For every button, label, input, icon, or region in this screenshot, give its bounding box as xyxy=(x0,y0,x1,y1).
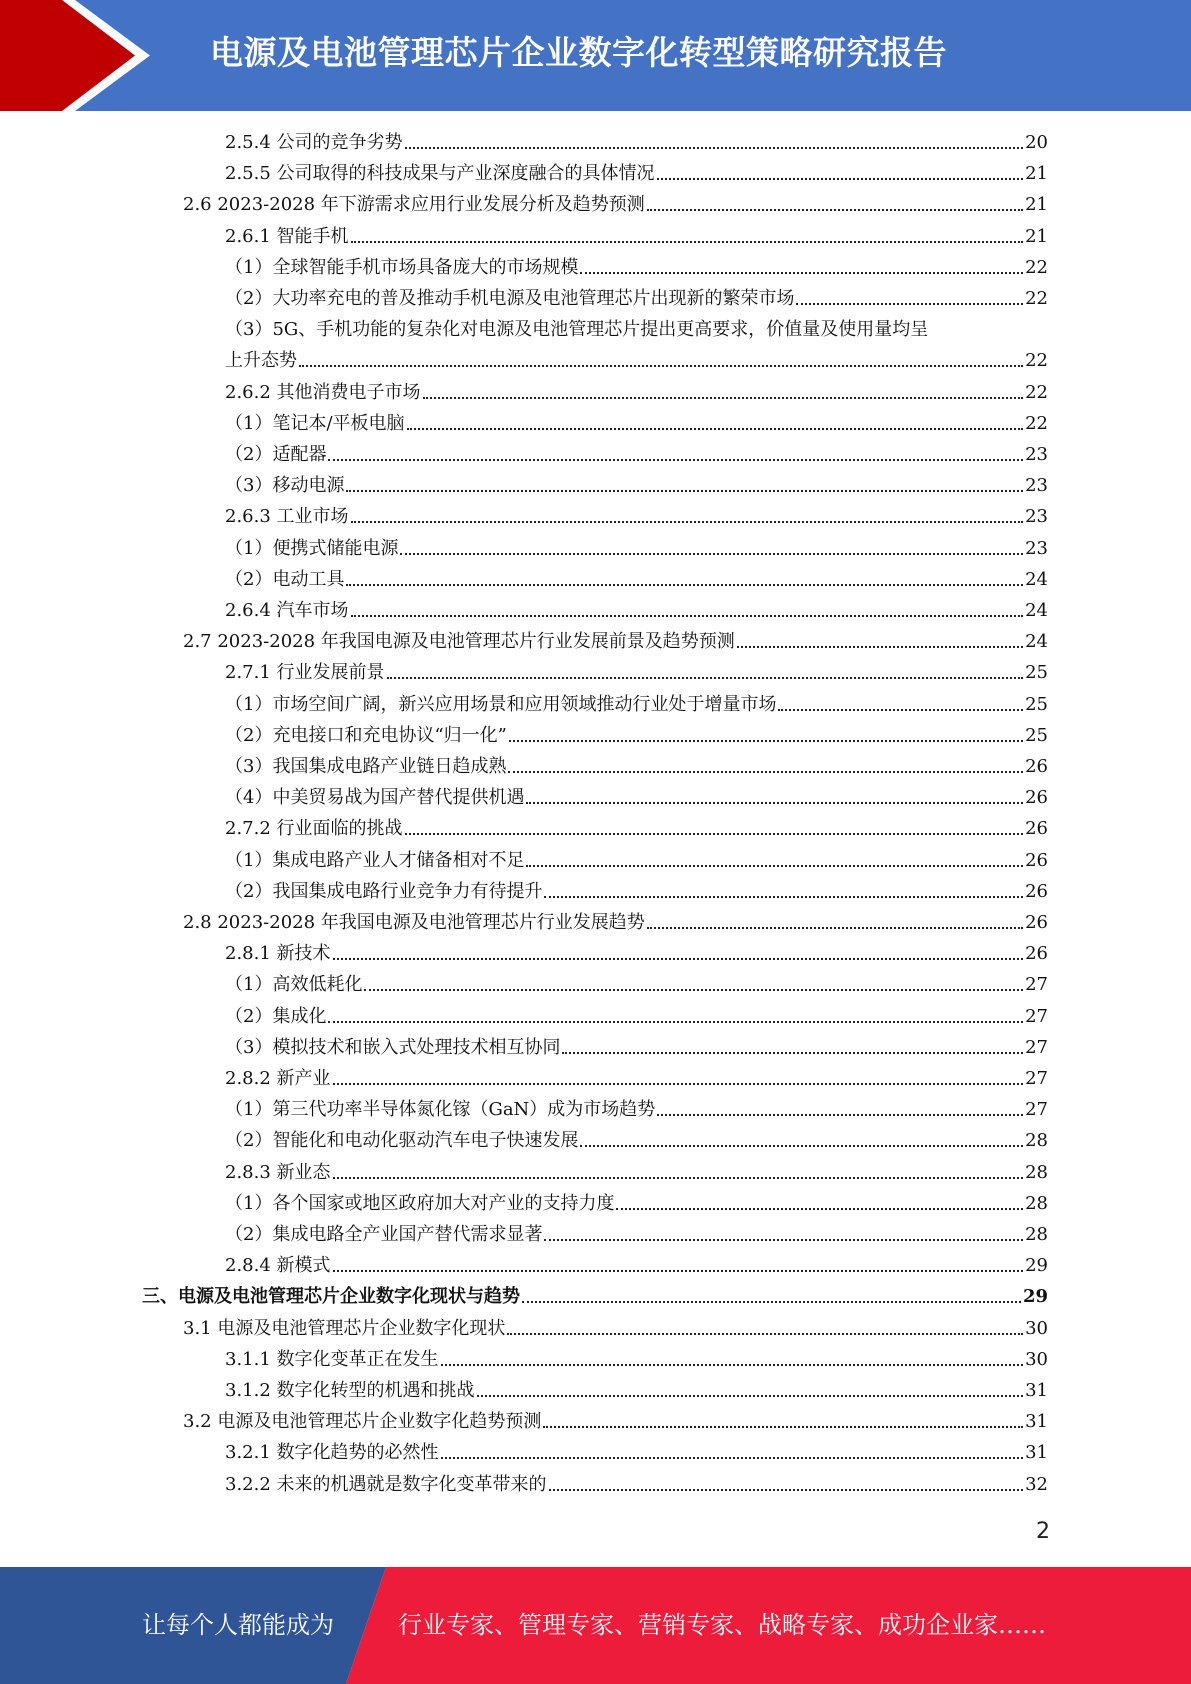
footer-slogan-right: 行业专家、管理专家、营销专家、战略专家、成功企业家…… xyxy=(398,1611,1046,1639)
toc-entry-page: 31 xyxy=(1025,1380,1048,1401)
toc-entry-page: 20 xyxy=(1025,132,1048,153)
toc-leader-dots xyxy=(544,896,1023,898)
toc-entry-label: 2.8.4 新模式 xyxy=(225,1255,331,1277)
toc-entry-page: 22 xyxy=(1025,381,1048,403)
toc-leader-dots xyxy=(526,865,1023,867)
toc-entry-page: 28 xyxy=(1025,1130,1048,1152)
toc-entry-page: 22 xyxy=(1025,412,1048,434)
toc-entry-label: （4）中美贸易战为国产替代提供机遇 xyxy=(225,787,525,809)
toc-entry[interactable] xyxy=(225,1344,1048,1375)
toc-leader-dots xyxy=(543,1426,1023,1428)
toc-entry-page: 26 xyxy=(1025,818,1048,840)
toc-entry-page: 31 xyxy=(1025,1442,1048,1464)
toc-entry[interactable] xyxy=(225,252,1048,283)
toc-leader-dots xyxy=(364,989,1023,991)
toc-entry[interactable] xyxy=(183,189,1048,220)
toc-entry[interactable] xyxy=(225,1094,1048,1125)
toc-entry-label: 2.7.2 行业面临的挑战 xyxy=(225,818,403,840)
toc-entry-label: 2.6.1 智能手机 xyxy=(225,225,349,247)
toc-leader-dots xyxy=(441,1457,1024,1459)
toc-leader-dots xyxy=(333,1270,1024,1272)
toc-leader-dots xyxy=(796,303,1023,305)
toc-entry-label: （1）笔记本/平板电脑 xyxy=(225,412,405,434)
toc-leader-dots xyxy=(333,1177,1024,1179)
toc-entry-label: （3）移动电源 xyxy=(225,475,345,497)
toc-entry[interactable] xyxy=(225,813,1048,844)
toc-leader-dots xyxy=(333,958,1024,960)
toc-leader-dots xyxy=(508,771,1023,773)
toc-entry-page: 27 xyxy=(1025,1099,1048,1121)
toc-entry[interactable] xyxy=(183,1313,1048,1344)
toc-leader-dots xyxy=(526,802,1023,804)
toc-entry-label: （2）充电接口和充电协议“归一化” xyxy=(225,724,507,746)
toc-entry[interactable] xyxy=(225,283,1048,314)
toc-entry[interactable] xyxy=(225,408,1048,439)
toc-entry-page: 29 xyxy=(1022,1286,1048,1308)
toc-entry-page: 23 xyxy=(1025,506,1048,528)
toc-leader-dots xyxy=(657,178,1024,180)
toc-entry[interactable] xyxy=(225,470,1048,501)
toc-entry-label: 2.6.2 其他消费电子市场 xyxy=(225,381,421,403)
toc-entry-page: 21 xyxy=(1025,163,1048,185)
toc-entry-label: 2.8.2 新产业 xyxy=(225,1068,331,1089)
toc-entry-page: 25 xyxy=(1025,662,1048,684)
toc-leader-dots xyxy=(616,1208,1023,1210)
toc-entry-page: 27 xyxy=(1025,1005,1048,1027)
toc-entry-page: 32 xyxy=(1025,1473,1048,1495)
toc-entry[interactable] xyxy=(225,564,1048,595)
toc-entry-page: 21 xyxy=(1025,225,1048,247)
toc-leader-dots xyxy=(299,365,1023,367)
toc-entry-label: 2.8.3 新业态 xyxy=(225,1161,331,1183)
toc-leader-dots xyxy=(387,677,1024,679)
toc-entry-page: 28 xyxy=(1025,1161,1048,1183)
toc-leader-dots xyxy=(400,553,1023,555)
toc-entry[interactable] xyxy=(225,1469,1048,1500)
toc-entry-page: 25 xyxy=(1025,724,1048,746)
toc-entry[interactable] xyxy=(225,938,1048,969)
toc-entry-page: 25 xyxy=(1025,693,1048,715)
toc-entry-label: （2）大功率充电的普及推动手机电源及电池管理芯片出现新的繁荣市场 xyxy=(225,288,795,309)
toc-entry-label: 2.6 2023-2028 年下游需求应用行业发展分析及趋势预测 xyxy=(183,194,645,216)
toc-entry-page: 28 xyxy=(1025,1192,1048,1214)
toc-entry-page: 31 xyxy=(1025,1411,1048,1433)
footer-slogan-left: 让每个人都能成为 xyxy=(142,1611,334,1639)
toc-entry-page: 27 xyxy=(1025,1036,1048,1058)
toc-entry[interactable] xyxy=(183,1406,1048,1437)
toc-entry-page: 28 xyxy=(1025,1224,1048,1245)
toc-entry[interactable] xyxy=(225,1250,1048,1281)
toc-leader-dots xyxy=(407,428,1024,430)
toc-entry-label: 三、电源及电池管理芯片企业数字化现状与趋势 xyxy=(142,1286,520,1308)
toc-entry-page: 23 xyxy=(1025,444,1048,465)
toc-entry-label: 2.7 2023-2028 年我国电源及电池管理芯片行业发展前景及趋势预测 xyxy=(183,631,735,653)
toc-entry[interactable] xyxy=(225,439,1048,470)
toc-entry-label: 3.1 电源及电池管理芯片企业数字化现状 xyxy=(183,1317,506,1339)
toc-entry[interactable] xyxy=(225,1188,1048,1219)
toc-leader-dots xyxy=(778,709,1023,711)
toc-entry-label: 3.2.1 数字化趋势的必然性 xyxy=(225,1442,439,1464)
toc-leader-dots xyxy=(580,1145,1023,1147)
toc-leader-dots xyxy=(328,459,1023,461)
toc-entry[interactable] xyxy=(225,595,1048,626)
toc-entry[interactable] xyxy=(225,969,1048,1000)
toc-entry-label: 2.8 2023-2028 年我国电源及电池管理芯片行业发展趋势 xyxy=(183,912,645,933)
toc-leader-dots xyxy=(405,833,1024,835)
toc-leader-dots xyxy=(351,615,1024,617)
toc-entry[interactable] xyxy=(225,1219,1048,1250)
toc-entry[interactable] xyxy=(183,907,1048,938)
toc-leader-dots xyxy=(333,1083,1024,1085)
toc-entry-page: 24 xyxy=(1025,631,1048,653)
toc-entry-label: 3.1.1 数字化变革正在发生 xyxy=(225,1348,439,1370)
toc-entry[interactable] xyxy=(225,221,1048,252)
toc-entry-label: 3.2 电源及电池管理芯片企业数字化趋势预测 xyxy=(183,1411,542,1433)
toc-entry[interactable] xyxy=(225,782,1048,813)
toc-entry-page: 30 xyxy=(1025,1317,1048,1339)
toc-entry-page: 26 xyxy=(1025,912,1048,933)
toc-entry[interactable] xyxy=(225,345,1048,376)
toc-entry-page: 26 xyxy=(1025,943,1048,965)
toc-leader-dots xyxy=(351,241,1024,243)
toc-entry-label: 2.7.1 行业发展前景 xyxy=(225,662,385,684)
toc-entry-label: （3）我国集成电路产业链日趋成熟 xyxy=(225,756,507,777)
toc-entry-page: 27 xyxy=(1025,974,1048,996)
toc-entry-label: （2）我国集成电路行业竞争力有待提升 xyxy=(225,880,543,902)
toc-entry-label: 3.2.2 未来的机遇就是数字化变革带来的 xyxy=(225,1473,547,1495)
toc-entry-page: 23 xyxy=(1025,475,1048,497)
toc-entry-page: 26 xyxy=(1025,880,1048,902)
toc-entry-label: 2.6.4 汽车市场 xyxy=(225,600,349,621)
toc-entry-label: （1）第三代功率半导体氮化镓（GaN）成为市场趋势 xyxy=(225,1099,656,1121)
toc-leader-dots xyxy=(351,521,1024,523)
toc-leader-dots xyxy=(562,1052,1023,1054)
toc-leader-dots xyxy=(549,1489,1024,1491)
toc-leader-dots xyxy=(522,1301,1021,1303)
toc-entry-page: 22 xyxy=(1025,288,1048,309)
toc-entry[interactable] xyxy=(225,1125,1048,1156)
toc-leader-dots xyxy=(647,927,1023,929)
toc-entry-page: 29 xyxy=(1025,1255,1048,1277)
toc-leader-dots xyxy=(477,1395,1024,1397)
toc-entry[interactable] xyxy=(225,1001,1048,1032)
toc-leader-dots xyxy=(405,147,1024,149)
toc-entry[interactable] xyxy=(225,1375,1048,1406)
toc-leader-dots xyxy=(737,646,1023,648)
toc-entry[interactable] xyxy=(225,657,1048,688)
toc-entry[interactable] xyxy=(225,501,1048,532)
toc-leader-dots xyxy=(423,397,1024,399)
toc-entry-label: （2）电动工具 xyxy=(225,568,345,590)
toc-entry-label: （2）集成化 xyxy=(225,1005,327,1027)
toc-entry-page: 21 xyxy=(1025,194,1048,216)
toc-leader-dots xyxy=(544,1239,1023,1241)
toc-entry-page: 26 xyxy=(1025,756,1048,777)
toc-entry-page: 26 xyxy=(1025,849,1048,871)
toc-leader-dots xyxy=(647,209,1023,211)
toc-entry-label: （2）集成电路全产业国产替代需求显著 xyxy=(225,1224,543,1245)
toc-entry-page: 22 xyxy=(1025,256,1048,278)
toc-entry-label: 2.8.1 新技术 xyxy=(225,943,331,965)
header-arrow-decoration xyxy=(0,0,150,111)
toc-leader-dots xyxy=(580,272,1023,274)
toc-entry-label: （1）高效低耗化 xyxy=(225,974,363,996)
toc-leader-dots xyxy=(657,1114,1023,1116)
toc-entry[interactable] xyxy=(225,127,1048,158)
toc-entry-label: （1）各个国家或地区政府加大对产业的支持力度 xyxy=(225,1192,615,1214)
toc-entry-page: 22 xyxy=(1025,350,1048,372)
toc-leader-dots xyxy=(509,740,1023,742)
toc-entry[interactable] xyxy=(225,533,1048,564)
toc-leader-dots xyxy=(346,490,1023,492)
toc-entry-page: 23 xyxy=(1025,537,1048,559)
toc-leader-dots xyxy=(328,1021,1023,1023)
toc-entry[interactable] xyxy=(225,876,1048,907)
report-title: 电源及电池管理芯片企业数字化转型策略研究报告 xyxy=(210,33,947,72)
toc-entry-page: 26 xyxy=(1025,787,1048,809)
toc-entry-label: （2）适配器 xyxy=(225,444,327,465)
toc-entry[interactable] xyxy=(225,158,1048,189)
toc-leader-dots xyxy=(346,584,1023,586)
toc-entry-label: （3）模拟技术和嵌入式处理技术相互协同 xyxy=(225,1036,561,1058)
toc-entry-page: 27 xyxy=(1025,1068,1048,1089)
page-number: 2 xyxy=(1036,1519,1050,1544)
page-footer xyxy=(0,1567,1191,1684)
toc-entry-label: （1）全球智能手机市场具备庞大的市场规模 xyxy=(225,256,579,278)
toc-entry-label: （3）5G、手机功能的复杂化对电源及电池管理芯片提出更高要求，价值量及使用量均呈 xyxy=(225,319,929,341)
toc-entry[interactable] xyxy=(225,1063,1048,1094)
toc-entry[interactable] xyxy=(183,626,1048,657)
toc-entry-page: 30 xyxy=(1025,1348,1048,1370)
toc-entry-label: 上升态势 xyxy=(225,350,297,372)
toc-entry[interactable] xyxy=(225,720,1048,751)
toc-entry-label: 2.5.4 公司的竞争劣势 xyxy=(225,132,403,153)
toc-entry-label: 3.1.2 数字化转型的机遇和挑战 xyxy=(225,1380,475,1401)
toc-entry[interactable] xyxy=(225,845,1048,876)
toc-entry[interactable] xyxy=(225,1157,1048,1188)
toc-entry[interactable] xyxy=(225,689,1048,720)
toc-entry-page: 24 xyxy=(1025,568,1048,590)
toc-entry-label: 2.6.3 工业市场 xyxy=(225,506,349,528)
toc-entry[interactable] xyxy=(225,377,1048,408)
toc-entry[interactable] xyxy=(225,751,1048,782)
toc-entry-label: （1）便携式储能电源 xyxy=(225,537,399,559)
toc-entry-label: （1）市场空间广阔，新兴应用场景和应用领域推动行业处于增量市场 xyxy=(225,693,777,715)
toc-entry-label: （1）集成电路产业人才储备相对不足 xyxy=(225,849,525,871)
toc-entry-label: 2.5.5 公司取得的科技成果与产业深度融合的具体情况 xyxy=(225,163,655,185)
toc-leader-dots xyxy=(507,1333,1023,1335)
toc-leader-dots xyxy=(441,1364,1024,1366)
toc-entry-page: 24 xyxy=(1025,600,1048,621)
page-header xyxy=(0,0,1191,111)
toc-entry[interactable] xyxy=(225,1437,1048,1468)
toc-entry[interactable] xyxy=(225,314,1048,345)
toc-entry[interactable] xyxy=(142,1281,1048,1312)
toc-entry-label: （2）智能化和电动化驱动汽车电子快速发展 xyxy=(225,1130,579,1152)
toc-entry[interactable] xyxy=(225,1032,1048,1063)
